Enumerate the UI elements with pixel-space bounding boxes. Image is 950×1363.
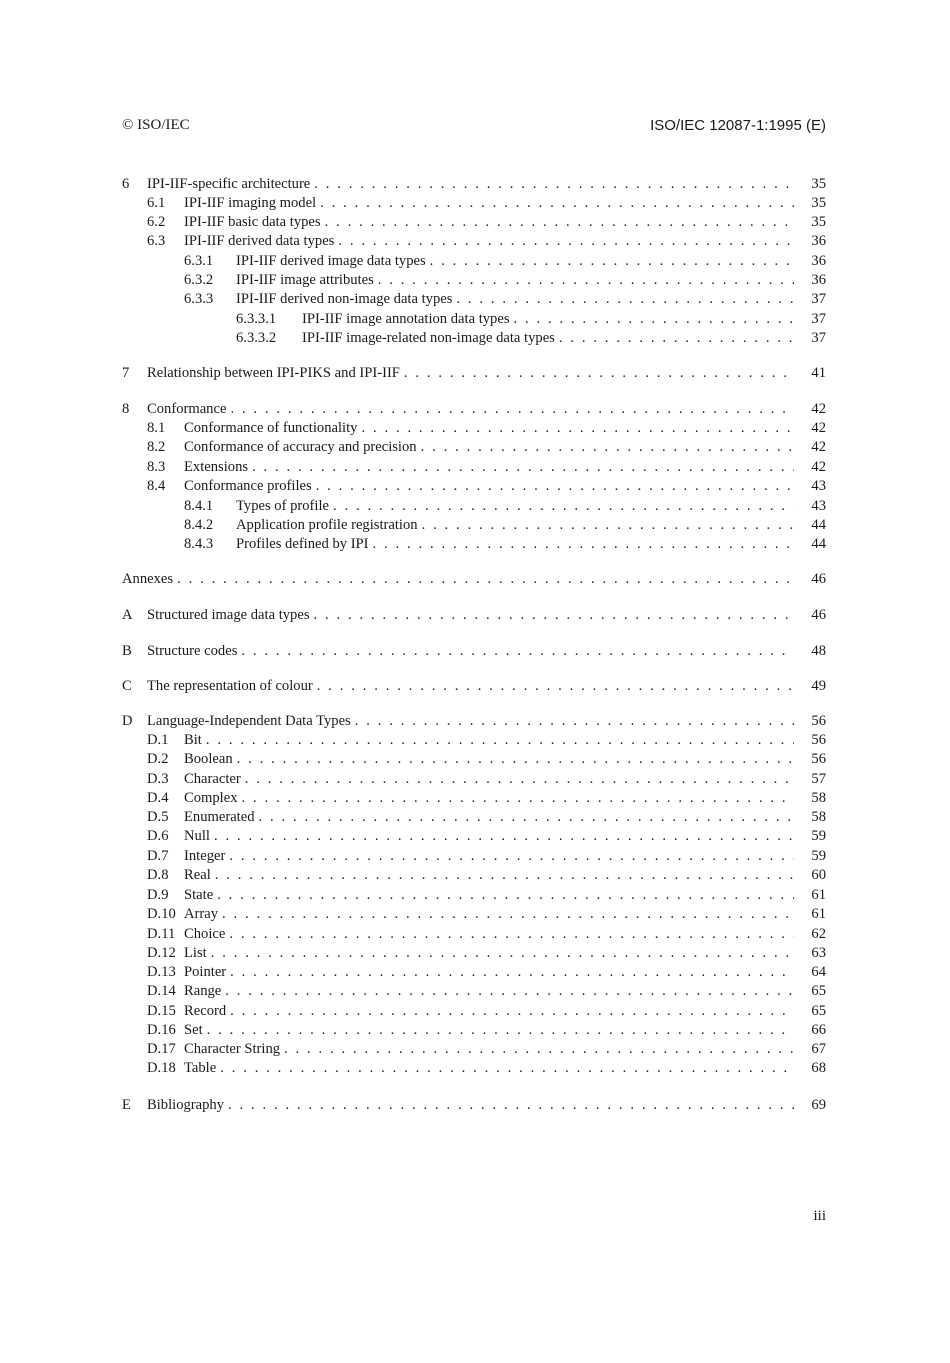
toc-entry-number: D.13 [147,964,176,980]
toc-entry-number: 8 [122,401,130,417]
dot-leader [217,886,794,905]
toc-entry-number: D.5 [147,809,169,825]
toc-entry-title: Relationship between IPI-PIKS and IPI-IIF [147,365,400,381]
dot-leader [325,213,794,232]
toc-entry-number: 6.3.3.2 [236,330,277,346]
dot-leader [222,905,794,924]
toc-entry [0,1021,950,1040]
toc-entry-title: Record [184,1003,227,1019]
toc-entry-page: 49 [811,678,826,694]
toc-entry [0,750,950,769]
toc-entry [0,886,950,905]
toc-entry-page: 67 [811,1041,826,1057]
toc-entry-page: 65 [811,983,826,999]
toc-entry-page: 44 [811,536,826,552]
dot-leader [361,419,794,438]
toc-entry [0,642,950,661]
toc-entry-title: Bibliography [147,1097,225,1113]
toc-entry-number: D.16 [147,1022,176,1038]
toc-entry-page: 43 [811,498,826,514]
toc-entry-page: 37 [811,291,826,307]
toc-entry [0,458,950,477]
toc-entry-page: 42 [811,420,826,436]
toc-entry [0,535,950,554]
toc-entry-page: 68 [811,1060,826,1076]
toc-entry [0,944,950,963]
toc-entry-page: 41 [811,365,826,381]
toc-entry-page: 36 [811,233,826,249]
dot-leader [211,944,794,963]
toc-entry-number: D.7 [147,848,169,864]
toc-entry-title: Conformance of functionality [184,420,358,436]
dot-leader [245,770,794,789]
toc-entry-page: 61 [811,906,826,922]
toc-entry-title: IPI-IIF derived image data types [236,253,426,269]
dot-leader [230,400,794,419]
toc-entry-number: 8.4 [147,478,166,494]
toc-entry-title: Range [184,983,222,999]
toc-entry-number: 6.3 [147,233,166,249]
toc-entry-page: 42 [811,459,826,475]
toc-entry-page: 42 [811,439,826,455]
toc-entry [0,213,950,232]
dot-leader [229,847,794,866]
toc-entry-page: 43 [811,478,826,494]
toc-entry [0,175,950,194]
toc-entry [0,290,950,309]
toc-entry-number: 8.2 [147,439,166,455]
toc-entry-number: C [122,678,132,694]
toc-entry [0,827,950,846]
dot-leader [559,329,794,348]
toc-entry-page: 56 [811,751,826,767]
toc-entry [0,497,950,516]
toc-entry-page: 36 [811,272,826,288]
dot-leader [284,1040,794,1059]
toc-entry-title: Types of profile [236,498,329,514]
toc-entry [0,770,950,789]
toc-entry-number: D.11 [147,926,176,942]
dot-leader [228,1096,794,1115]
toc-entry-page: 37 [811,330,826,346]
footer-page-number: iii [813,1208,826,1224]
toc-entry [0,1096,950,1115]
toc-entry [0,925,950,944]
toc-entry-title: Application profile registration [236,517,418,533]
toc-entry-number: 6.3.1 [184,253,214,269]
toc-entry [0,905,950,924]
toc-entry-page: 62 [811,926,826,942]
toc-entry-page: 46 [811,571,826,587]
dot-leader [456,290,794,309]
toc-entry-page: 64 [811,964,826,980]
dot-leader [316,477,794,496]
toc-entry-number: D.17 [147,1041,176,1057]
toc-entry-page: 58 [811,809,826,825]
toc-entry-title: Conformance profiles [184,478,312,494]
toc-entry [0,364,950,383]
toc-entry-number: D.2 [147,751,169,767]
toc-entry-number: D.1 [147,732,169,748]
toc-entry-number: B [122,643,132,659]
toc-entry [0,1059,950,1078]
toc-entry-page: 44 [811,517,826,533]
toc-entry-title: Array [184,906,219,922]
toc-entry-page: 59 [811,828,826,844]
toc-entry-number: D.15 [147,1003,176,1019]
toc-entry-number: D.10 [147,906,176,922]
toc-entry [0,982,950,1001]
toc-entry-page: 60 [811,867,826,883]
toc-entry-number: D.6 [147,828,169,844]
dot-leader [225,982,794,1001]
toc-entry [0,252,950,271]
toc-entry-title: IPI-IIF image-related non-image data types [302,330,555,346]
toc-entry-title: Enumerated [184,809,255,825]
toc-entry-title: Character [184,771,241,787]
dot-leader [314,175,794,194]
toc-entry [0,419,950,438]
toc-entry-number: D.4 [147,790,169,806]
toc-entry-title: List [184,945,207,961]
toc-entry-title: Null [184,828,210,844]
toc-entry [0,712,950,731]
dot-leader [207,1021,794,1040]
toc-entry [0,1040,950,1059]
toc-entry [0,606,950,625]
toc-entry-page: 58 [811,790,826,806]
toc-entry-title: IPI-IIF derived non-image data types [236,291,453,307]
toc-entry-title: Extensions [184,459,249,475]
toc-entry-title: Pointer [184,964,227,980]
toc-entry-number: 8.4.3 [184,536,214,552]
dot-leader [355,712,794,731]
toc-entry [0,808,950,827]
toc-entry-title: Table [184,1060,217,1076]
dot-leader [177,570,794,589]
toc-entry-title: Bit [184,732,202,748]
dot-leader [229,925,794,944]
toc-entry-page: 59 [811,848,826,864]
toc-entry-page: 65 [811,1003,826,1019]
toc-entry [0,789,950,808]
toc-entry-number: 6.2 [147,214,166,230]
toc-entry-title: IPI-IIF imaging model [184,195,317,211]
toc-entry [0,271,950,290]
toc-entry-number: 8.1 [147,420,166,436]
toc-entry [0,438,950,457]
toc-entry-page: 56 [811,732,826,748]
toc-entry [0,516,950,535]
dot-leader [206,731,794,750]
toc-entry-title: Set [184,1022,203,1038]
dot-leader [373,535,794,554]
toc-entry-number: D.18 [147,1060,176,1076]
toc-entry-title: Integer [184,848,226,864]
toc-entry-page: 56 [811,713,826,729]
dot-leader [430,252,794,271]
dot-leader [220,1059,794,1078]
toc-entry-number: D.9 [147,887,169,903]
dot-leader [378,271,794,290]
toc-entry-number: D.8 [147,867,169,883]
toc-entry-title: State [184,887,214,903]
dot-leader [514,310,795,329]
toc-entry-number: 7 [122,365,130,381]
dot-leader [422,516,794,535]
toc-entry-title: IPI-IIF image annotation data types [302,311,510,327]
toc-entry [0,1002,950,1021]
toc-entry-number: 6 [122,176,130,192]
dot-leader [404,364,794,383]
dot-leader [320,194,794,213]
toc-entry-title: Language-Independent Data Types [147,713,351,729]
toc-entry [0,477,950,496]
toc-entry-title: IPI-IIF basic data types [184,214,321,230]
dot-leader [215,866,794,885]
toc-entry-title: Character String [184,1041,281,1057]
header-standard-id: ISO/IEC 12087-1:1995 (E) [650,117,826,134]
toc-entry-page: 48 [811,643,826,659]
dot-leader [230,1002,794,1021]
toc-entry [0,677,950,696]
toc-entry-number: 8.4.1 [184,498,214,514]
dot-leader [214,827,794,846]
dot-leader [242,789,794,808]
dot-leader [333,497,794,516]
toc-entry [0,866,950,885]
toc-entry-number: D.14 [147,983,176,999]
toc-entry-page: 42 [811,401,826,417]
dot-leader [259,808,794,827]
toc-entry-page: 37 [811,311,826,327]
dot-leader [237,750,794,769]
toc-entry [0,963,950,982]
toc-entry-title: Conformance of accuracy and precision [184,439,417,455]
toc-entry-number: A [122,607,133,623]
toc-entry-page: 69 [811,1097,826,1113]
toc-entry-title: IPI-IIF-specific architecture [147,176,311,192]
toc-entry [0,570,950,589]
toc-entry [0,194,950,213]
toc-entry-title: Structured image data types [147,607,310,623]
toc-entry-title: Complex [184,790,238,806]
toc-entry-page: 57 [811,771,826,787]
toc-entry-title: IPI-IIF derived data types [184,233,335,249]
toc-entry-title: Choice [184,926,226,942]
toc-entry [0,400,950,419]
toc-entry [0,847,950,866]
toc-entry-page: 35 [811,176,826,192]
toc-entry-title: Structure codes [147,643,238,659]
dot-leader [314,606,794,625]
toc-entry-number: 6.3.3 [184,291,214,307]
toc-entry-page: 36 [811,253,826,269]
toc-entry-page: 35 [811,195,826,211]
toc-entry [0,310,950,329]
dot-leader [317,677,794,696]
toc-entry-number: D.3 [147,771,169,787]
dot-leader [338,232,794,251]
dot-leader [230,963,794,982]
toc-entry-page: 46 [811,607,826,623]
toc-entry-title: IPI-IIF image attributes [236,272,374,288]
toc-entry-title: The representation of colour [147,678,313,694]
header-copyright: © ISO/IEC [122,117,190,133]
toc-entry-page: 66 [811,1022,826,1038]
dot-leader [252,458,794,477]
toc-entry-title: Real [184,867,211,883]
toc-entry-number: D.12 [147,945,176,961]
toc-entry-number: 8.3 [147,459,166,475]
dot-leader [241,642,794,661]
toc-entry-number: 6.1 [147,195,166,211]
toc-entry-number: D [122,713,133,729]
dot-leader [421,438,794,457]
toc-entry-page: 61 [811,887,826,903]
toc-entry-page: 35 [811,214,826,230]
toc-entry-number: 6.3.2 [184,272,214,288]
toc-entry-title: Boolean [184,751,233,767]
toc-entry [0,329,950,348]
toc-entry-title: Profiles defined by IPI [236,536,369,552]
toc-entry-title: Annexes [122,571,174,587]
toc-entry-title: Conformance [147,401,227,417]
toc-entry [0,232,950,251]
toc-entry-number: 8.4.2 [184,517,214,533]
toc-entry-number: E [122,1097,131,1113]
toc-entry [0,731,950,750]
toc-entry-page: 63 [811,945,826,961]
toc-entry-number: 6.3.3.1 [236,311,277,327]
